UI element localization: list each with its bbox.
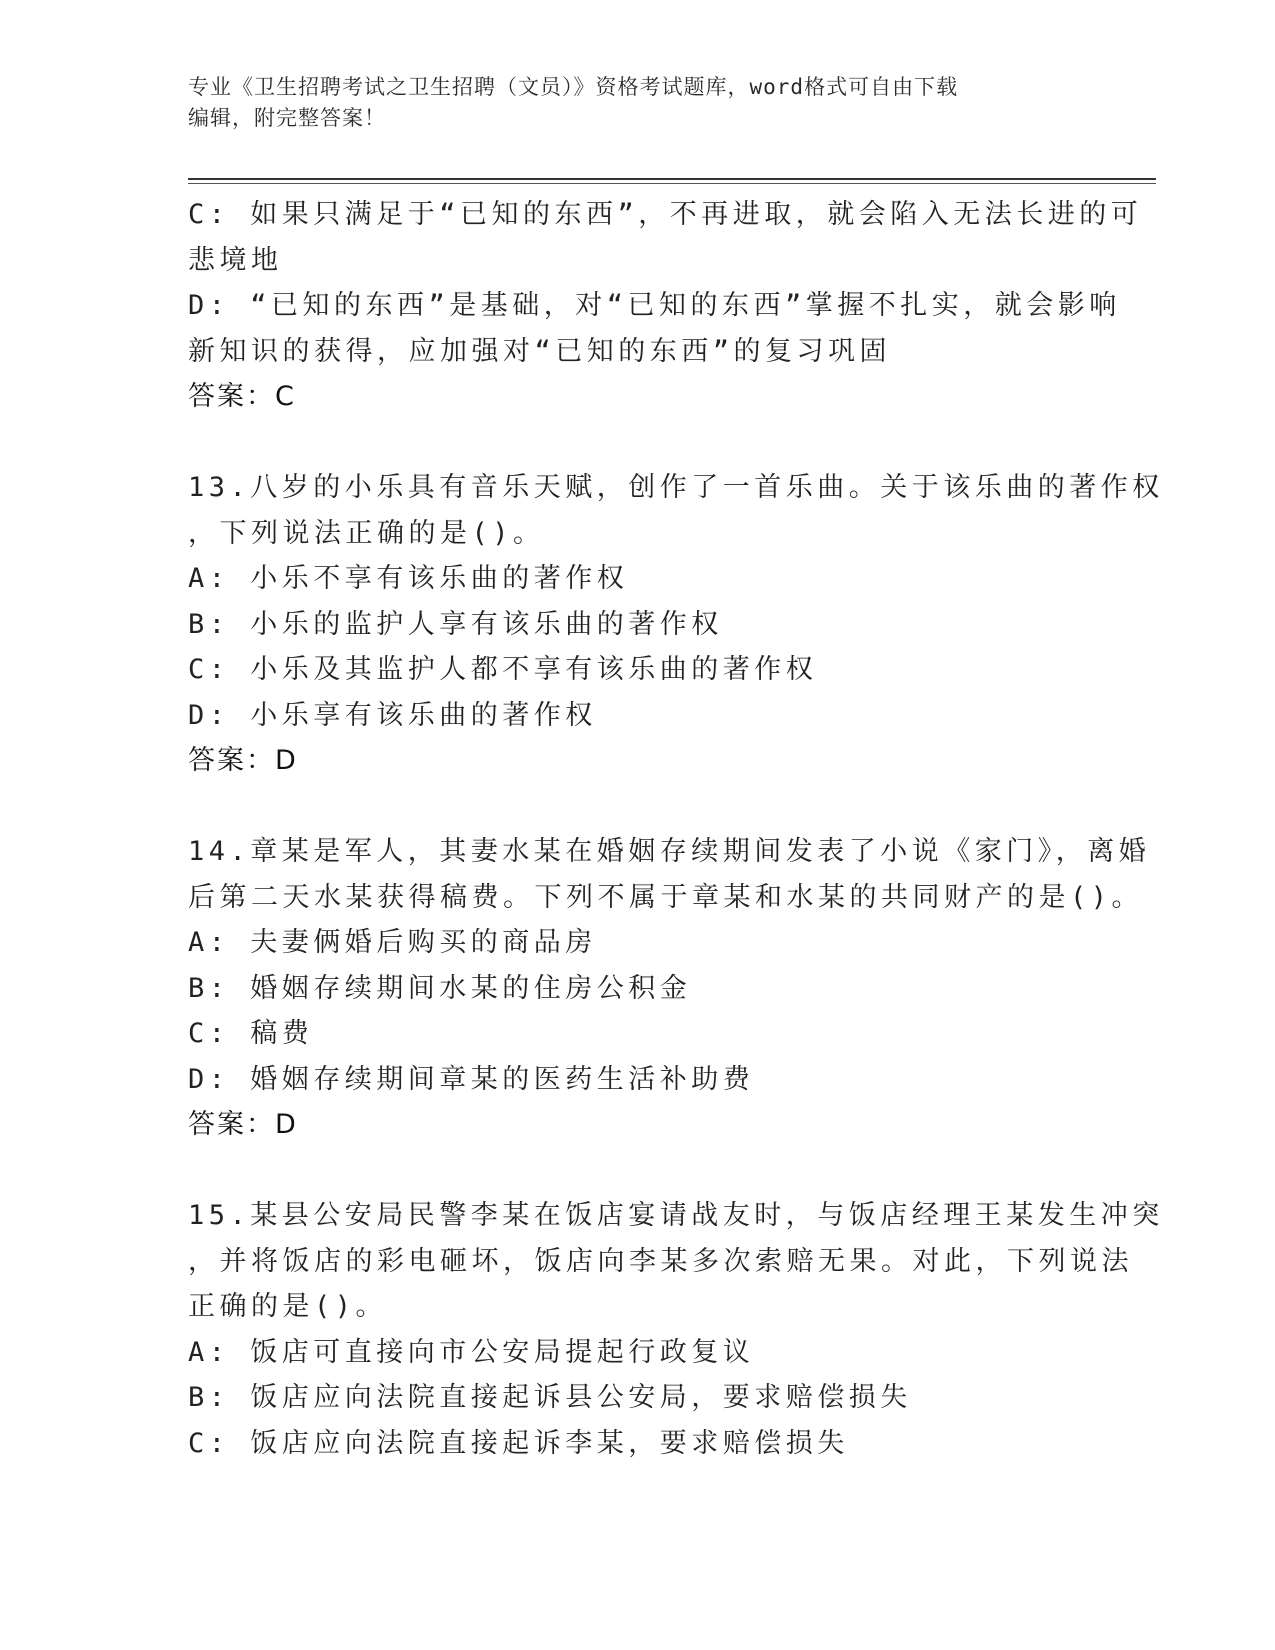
option-d: D: 婚姻存续期间章某的医药生活补助费 xyxy=(188,1063,755,1095)
question-stem-line-1: 15.某县公安局民警李某在饭店宴请战友时，与饭店经理王某发生冲突 xyxy=(188,1200,1164,1231)
question-stem-line-3: 正确的是()。 xyxy=(188,1291,388,1322)
option-d: D: 小乐享有该乐曲的著作权 xyxy=(188,699,597,731)
option-c-line-1: C: 如果只满足于“已知的东西”，不再进取，就会陷入无法长进的可 xyxy=(188,199,1143,230)
question-12 xyxy=(188,192,1143,420)
spacer xyxy=(188,1148,1088,1194)
question-stem-line-1: 14.章某是军人，其妻水某在婚姻存续期间发表了小说《家门》，离婚 xyxy=(188,836,1151,867)
spacer xyxy=(188,420,1088,466)
answer: 答案：D xyxy=(188,745,298,776)
question-stem-line-1: 13.八岁的小乐具有音乐天赋，创作了一首乐曲。关于该乐曲的著作权 xyxy=(188,472,1164,503)
option-c: C: 饭店应向法院直接起诉李某，要求赔偿损失 xyxy=(188,1427,849,1459)
question-stem-line-2: ，下列说法正确的是()。 xyxy=(188,517,545,549)
option-c-line-2: 悲境地 xyxy=(188,244,283,276)
answer: 答案：C xyxy=(188,381,296,412)
option-a: A: 饭店可直接向市公安局提起行政复议 xyxy=(188,1336,755,1368)
page-header xyxy=(188,72,1088,134)
question-15 xyxy=(188,1193,1164,1466)
question-14 xyxy=(188,829,1151,1148)
option-b: B: 饭店应向法院直接起诉县公安局，要求赔偿损失 xyxy=(188,1382,912,1413)
answer: 答案：D xyxy=(188,1109,298,1140)
option-b: B: 婚姻存续期间水某的住房公积金 xyxy=(188,972,692,1004)
option-c: C: 稿费 xyxy=(188,1018,314,1049)
question-stem-line-2: ，并将饭店的彩电砸坏，饭店向李某多次索赔无果。对此，下列说法 xyxy=(188,1245,1133,1277)
question-stem-line-2: 后第二天水某获得稿费。下列不属于章某和水某的共同财产的是()。 xyxy=(188,881,1144,913)
spacer xyxy=(188,784,1088,830)
header-line-2: 编辑，附完整答案！ xyxy=(188,106,386,130)
header-rule-thin xyxy=(188,183,1156,184)
option-b: B: 小乐的监护人享有该乐曲的著作权 xyxy=(188,608,723,640)
header-rule-thick xyxy=(188,178,1156,180)
option-a: A: 夫妻俩婚后购买的商品房 xyxy=(188,927,597,958)
option-c: C: 小乐及其监护人都不享有该乐曲的著作权 xyxy=(188,654,818,685)
option-d-line-1: D: “已知的东西”是基础，对“已知的东西”掌握不扎实，就会影响 xyxy=(188,290,1121,321)
header-line-1: 专业《卫生招聘考试之卫生招聘（文员）》资格考试题库，word格式可自由下载 xyxy=(188,75,959,99)
question-content xyxy=(188,192,1164,1466)
question-13 xyxy=(188,465,1164,784)
option-a: A: 小乐不享有该乐曲的著作权 xyxy=(188,563,629,594)
option-d-line-2: 新知识的获得，应加强对“已知的东西”的复习巩固 xyxy=(188,335,892,367)
